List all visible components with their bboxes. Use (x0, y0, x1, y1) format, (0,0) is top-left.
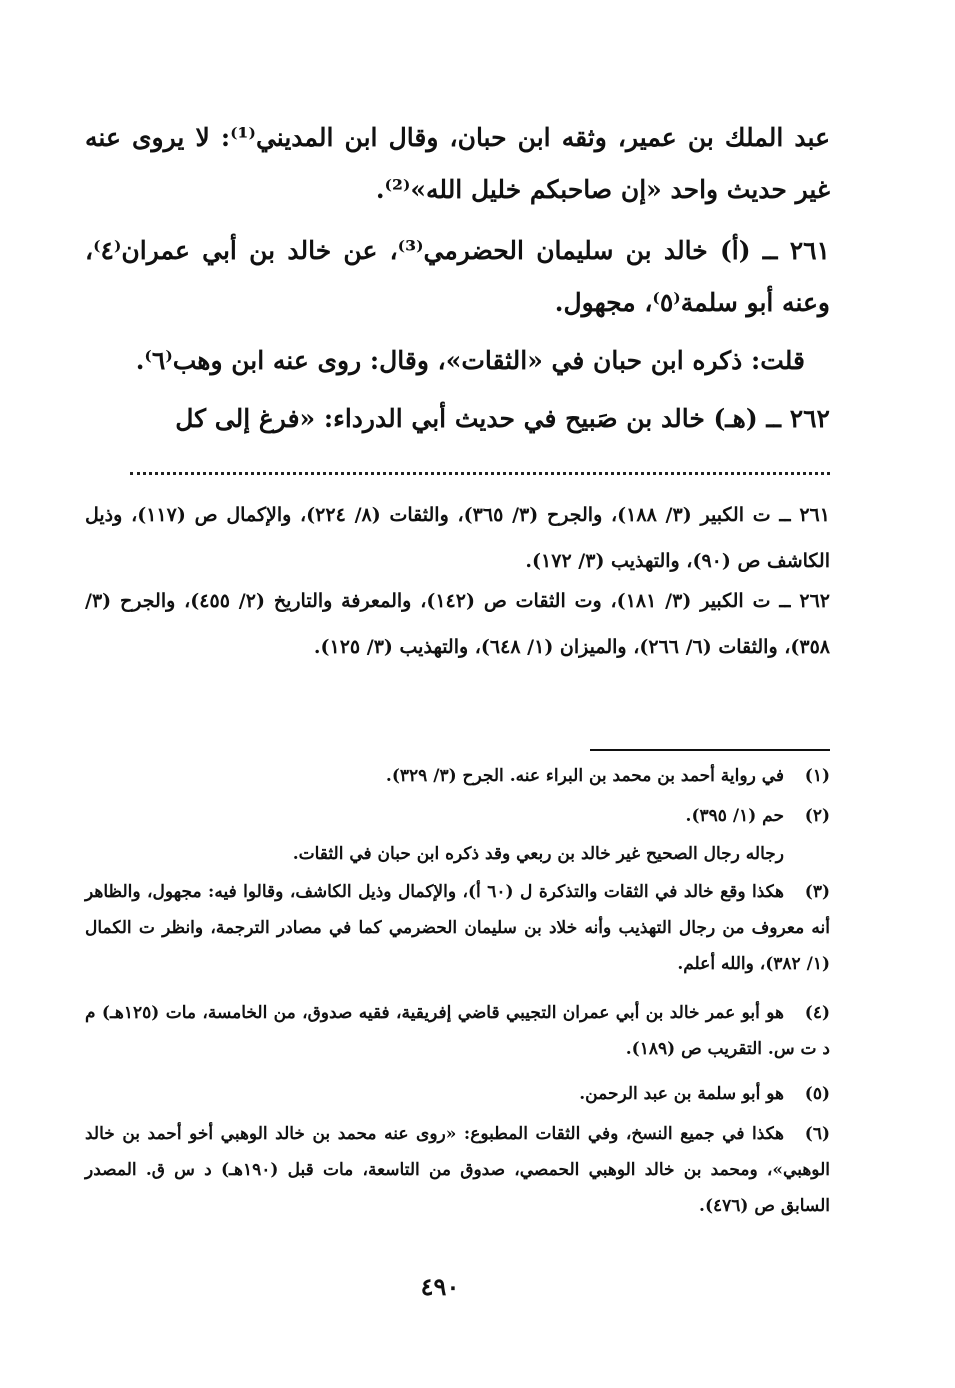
footnote-text: هكذا وقع خالد في الثقات والتذكرة ل (٦٠ أ)، والإكمال وذيل الكاشف، وقالوا فيه: مجهول، والظاهر أنه معروف من رجال التهذيب وأنه خلاد بن سليمان الحضرمي كما في مصادر الترجمة، وانظر ت الكمال (١/ ٣٨٢)، والله أعلم. (85, 882, 830, 974)
footnote-text: رجاله رجال الصحيح غير خالد بن ربعي وقد ذكره ابن حبان في الثقات. (292, 844, 784, 864)
entry-261-comment: قلت: ذكره ابن حبان في «الثقات»، وقال: روى عنه ابن وهب⁽٦⁾. (135, 346, 805, 375)
footnote-text: حم (١/ ٣٩٥). (685, 806, 784, 826)
footnote-2 (85, 798, 830, 834)
footnote-3 (85, 874, 830, 982)
footnote-text: هو أبو سلمة بن عبد الرحمن. (579, 1084, 784, 1104)
main-paragraph-1: عبد الملك بن عمير، وثقه ابن حبان، وقال ابن المديني⁽¹⁾: لا يروى عنه غير حديث واحد «إن صاحبكم خليل الله»⁽²⁾. (85, 123, 830, 204)
footnote-text: هكذا في جميع النسخ، وفي الثقات المطبوع: «روى عنه محمد بن خالد الوهبي أخو أحمد بن خالد الوهبي»، ومحمد بن خالد الوهبي الحمصي، صدوق من التاسعة، مات قبل (١٩٠هـ) د س ق. المصدر السابق ص (٤٧٦). (85, 1124, 830, 1216)
sources-261: ٢٦١ ــ ت الكبير (٣/ ١٨٨)، والجرح (٣/ ٣٦٥)، والثقات (٨/ ٢٢٤)، والإكمال ص (١١٧)، وذيل الكاشف ص (٩٠)، والتهذيب (٣/ ١٧٢). (85, 504, 830, 572)
footnote-number: (٥) (804, 1084, 830, 1104)
footnote-rule (590, 749, 830, 751)
page-number: ٤٩٠ (420, 1272, 460, 1301)
entry-261: ٢٦١ ــ (أ) خالد بن سليمان الحضرمي⁽³⁾، عن خالد بن أبي عمران⁽٤⁾، وعنه أبو سلمة⁽٥⁾، مجهول. (85, 236, 830, 317)
footnote-number: (٤) (804, 1003, 830, 1023)
footnote-number: (١) (804, 766, 830, 786)
footnote-number: (٣) (804, 882, 830, 902)
footnote-1 (85, 758, 830, 794)
dotted-separator (130, 472, 830, 475)
footnote-5 (85, 1076, 830, 1112)
footnote-text: هو أبو عمر خالد بن أبي عمران التجيبي قاضي إفريقية، فقيه صدوق، من الخامسة، مات (١٢٥هـ) م د ت س. التقريب ص (١٨٩). (85, 1003, 830, 1059)
sources-262: ٢٦٢ ــ ت الكبير (٣/ ١٨١)، وت الثقات ص (١٤٢)، والمعرفة والتاريخ (٢/ ٤٥٥)، والجرح (٣/ ٣٥٨)، والثقات (٦/ ٢٦٦)، والميزان (١/ ٦٤٨)، والتهذيب (٣/ ١٢٥). (85, 590, 830, 658)
footnote-6 (85, 1116, 830, 1224)
footnote-number: (٦) (804, 1124, 830, 1144)
footnote-4 (85, 995, 830, 1067)
footnote-2-continuation (85, 836, 830, 872)
footnote-number: (٢) (804, 806, 830, 826)
footnote-text: في رواية أحمد بن محمد بن البراء عنه. الجرح (٣/ ٣٢٩). (385, 766, 784, 786)
entry-262: ٢٦٢ ــ (هـ) خالد بن صَبيح في حديث أبي الدرداء: «فرغ إلى كل (175, 404, 830, 433)
